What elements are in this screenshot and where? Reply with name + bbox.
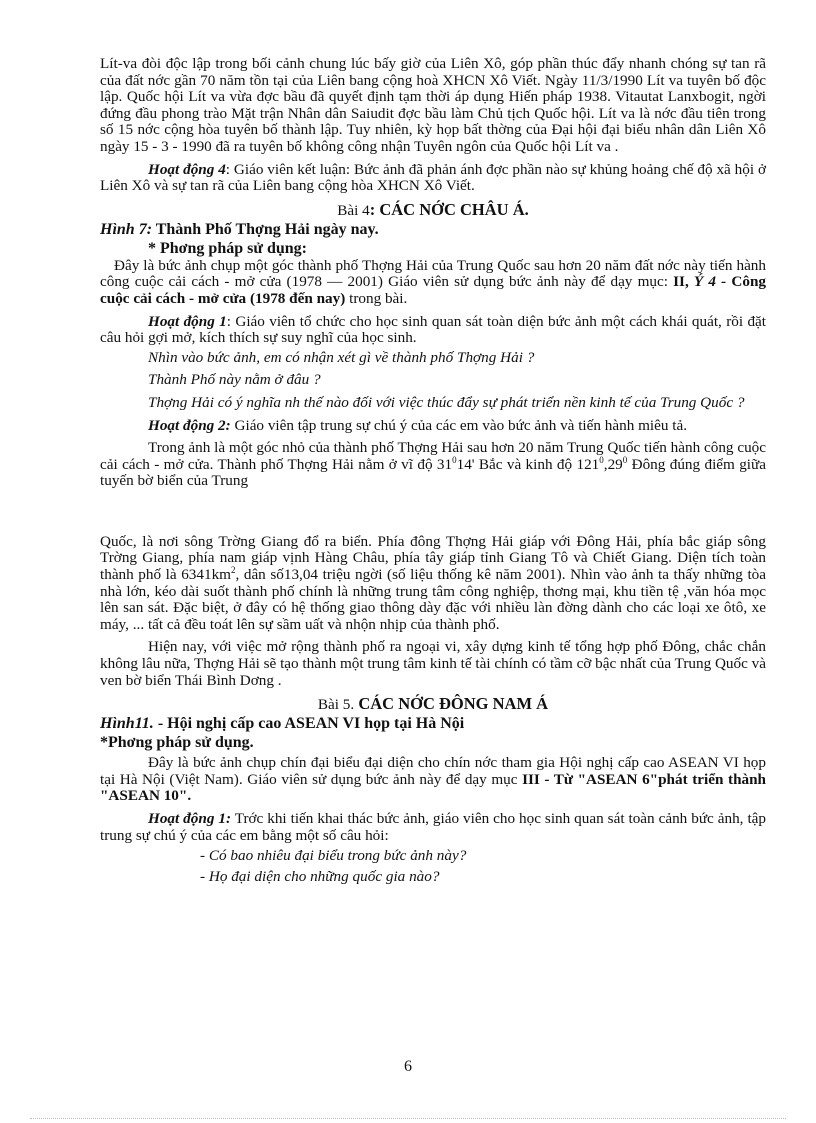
shanghai-text-d: Đông đúng điểm giữa tuyến bờ biển của Trung — [100, 455, 766, 490]
activity-4-label: Hoạt động 4 — [148, 160, 226, 178]
lesson-4-title: : CÁC NỚC CHÂU Á. — [369, 199, 529, 219]
activity-1-asean-paragraph — [100, 811, 766, 844]
shanghai-paragraph-1 — [100, 440, 766, 490]
activity-1-paragraph — [100, 314, 766, 347]
document-page — [100, 56, 766, 885]
shanghai-text-c: ,29 — [603, 455, 623, 473]
activity-2-label: Hoạt động 2: — [148, 416, 231, 434]
lesson-5-title: CÁC NỚC ĐÔNG NAM Á — [354, 694, 549, 714]
activity-1-asean-label: Hoạt động 1: — [148, 810, 232, 827]
figure-11-title: - Hội nghị cấp cao ASEAN VI họp tại Hà Nội — [153, 715, 465, 733]
question-3: Thợng Hải có ý nghĩa nh thế nào đối với việc thúc đẩy sự phát triển nền kinh tế của Trung Quốc ? — [148, 393, 745, 411]
shanghai-text-f: , dân số13,04 triệu ngời (số liệu thống kê năm 2001). Nhìn vào ảnh ta thấy những tòa nhà lớn, kéo dài suốt thành phố chính là những trung tâm công nghiệp, thơng mại, khu tiền tệ ,văn hóa mọc lên san sát. Đặc biệt, ở đây có hệ thống giao thông dày đặc với nhiều làn đờng dành cho các loại xe ôtô, xe máy, ... tất cả đều toát lên sự sầm uất và nhộn nhịp của thành phố. — [100, 566, 766, 633]
figure-11-description — [100, 755, 766, 805]
degree-sup-3: 0 — [622, 454, 628, 465]
desc-text-a: Đây là bức ảnh chụp một góc thành phố Thợng Hải của Trung Quốc sau hơn 20 năm đất nớc này tiến hành công cuộc cải cách - mở cửa (1978 — 2001) Giáo viên sử dụng bức ảnh này để dạy mục: — [100, 256, 766, 291]
desc-text-e: trong bài. — [345, 289, 408, 307]
figure-7-heading — [100, 220, 766, 239]
lesson-5-heading — [100, 695, 766, 714]
question-2: Thành Phố này nằm ở đâu ? — [148, 371, 321, 389]
desc-text-b: II, — [673, 273, 694, 291]
figure-7-title: Thành Phố Thợng Hải ngày nay. — [152, 220, 379, 238]
figure-11-label: Hình11. — [100, 715, 154, 733]
footer-divider — [30, 1118, 786, 1119]
degree-sup-2: 0 — [599, 454, 604, 465]
shanghai-text-b: 14' Bắc và kinh độ 121 — [456, 455, 600, 473]
activity-1-label: Hoạt động 1 — [148, 312, 227, 330]
figure-11-heading — [100, 714, 766, 733]
shanghai-text-e: Quốc, là nơi sông Trờng Giang đổ ra biển. Phía đông Thợng Hải giáp với Đông Hải, phía bắc giáp sông Trờng Giang, phía nam giáp vịnh Hàng Châu, phía tây giáp tỉnh Giang Tô và Chiết Giang. Diện tích toàn thành phố là 6341km — [100, 532, 766, 584]
lesson-4-prefix: Bài 4 — [337, 201, 370, 219]
area-sup: 2 — [230, 565, 236, 575]
activity-1-text: : Giáo viên tổ chức cho học sinh quan sát toàn diện bức ảnh một cách khái quát, rồi đặt câu hỏi gợi mở, kích thích sự suy nghĩ của học sinh. — [100, 312, 766, 347]
method-heading-5: *Phơng pháp sử dụng. — [100, 734, 254, 752]
activity-2-paragraph — [100, 418, 766, 435]
activity-4-text: : Giáo viên kết luận: Bức ảnh đã phản ánh đợc phần nào sự khủng hoảng chế độ xã hội ở Liên Xô và sự tan rã của Liên bang cộng hòa XHCN Xô Viết. — [100, 160, 766, 195]
figure-7-description — [100, 258, 766, 308]
method-heading-4: * Phơng pháp sử dụng: — [148, 239, 307, 257]
desc-text-c: Ý 4 - — [693, 273, 732, 291]
asean-desc-b: III - Từ "ASEAN 6"phát triển thành "ASEAN 10". — [100, 770, 766, 805]
asean-question-2: - Họ đại diện cho những quốc gia nào? — [200, 867, 440, 885]
lesson-4-heading — [100, 201, 766, 220]
shanghai-paragraph-3: Hiện nay, với việc mở rộng thành phố ra ngoại vi, xây dựng kinh tế tổng hợp phố Đông, chắc chắn không lâu nữa, Thợng Hải sẽ tạo thành một trung tâm kinh tế tài chính có tầm cỡ bậc nhất của Trung Quốc và ven bờ biển Thái Bình Dơng . — [100, 638, 766, 689]
page-number: 6 — [404, 1058, 412, 1075]
intro-paragraph: Lít-va đòi độc lập trong bối cảnh chung lúc bấy giờ của Liên Xô, góp phần thúc đẩy nhanh chóng sự tan rã của đất nớc gần 70 năm tồn tại của Liên bang cộng hoà XHCN Xô Viết. Ngày 11/3/1990 Lít va tuyên bố độc lập. Quốc hội Lít va vừa đợc bầu đã quyết định tạm thời áp dụng Hiến pháp 1938. Vitautat Lanxbogit, ngời đứng đầu phong trào Mặt trận Nhân dân Saiudit đợc bầu làm Chủ tịch Quốc hội. Lít va là nớc đầu tiên trong số 15 nớc cộng hòa tuyên bố thành lập. Tuy nhiên, kỳ họp bất thờng của Đại hội đại biểu nhân dân Liên Xô ngày 15 - 3 - 1990 đã ra tuyên bố không công nhận Tuyên ngôn của Quốc hội Lít va . — [100, 55, 766, 155]
figure-7-label: Hình 7: — [100, 220, 153, 238]
activity-2-text: Giáo viên tập trung sự chú ý của các em vào bức ảnh và tiến hành miêu tả. — [230, 416, 688, 434]
degree-sup-1: 0 — [452, 454, 457, 465]
shanghai-text-a: Trong ảnh là một góc nhỏ của thành phố Thợng Hải sau hơn 20 năm Trung Quốc tiến hành công cuộc cải cách - mở cửa. Thành phố Thợng Hải nằm ở vĩ độ 31 — [100, 439, 766, 473]
lesson-5-prefix: Bài 5. — [317, 696, 355, 714]
question-1: Nhìn vào bức ảnh, em có nhận xét gì về thành phố Thợng Hải ? — [148, 348, 535, 366]
asean-question-1: - Có bao nhiêu đại biểu trong bức ảnh này? — [200, 847, 467, 865]
desc-text-d: Công cuộc cải cách - mở cửa (1978 đến nay) — [100, 273, 766, 307]
activity-4-paragraph — [100, 162, 766, 195]
shanghai-paragraph-2 — [100, 534, 766, 634]
asean-desc-a: Đây là bức ảnh chụp chín đại biểu đại diện cho chín nớc tham gia Hội nghị cấp cao ASEAN VI họp tại Hà Nội (Việt Nam). Giáo viên sử dụng bức ảnh này để dạy mục — [100, 754, 766, 788]
activity-1-asean-text: Trớc khi tiến khai thác bức ảnh, giáo viên cho học sinh quan sát toàn cảnh bức ảnh, tập trung sự chú ý của các em bằng một số câu hỏi: — [100, 810, 766, 844]
